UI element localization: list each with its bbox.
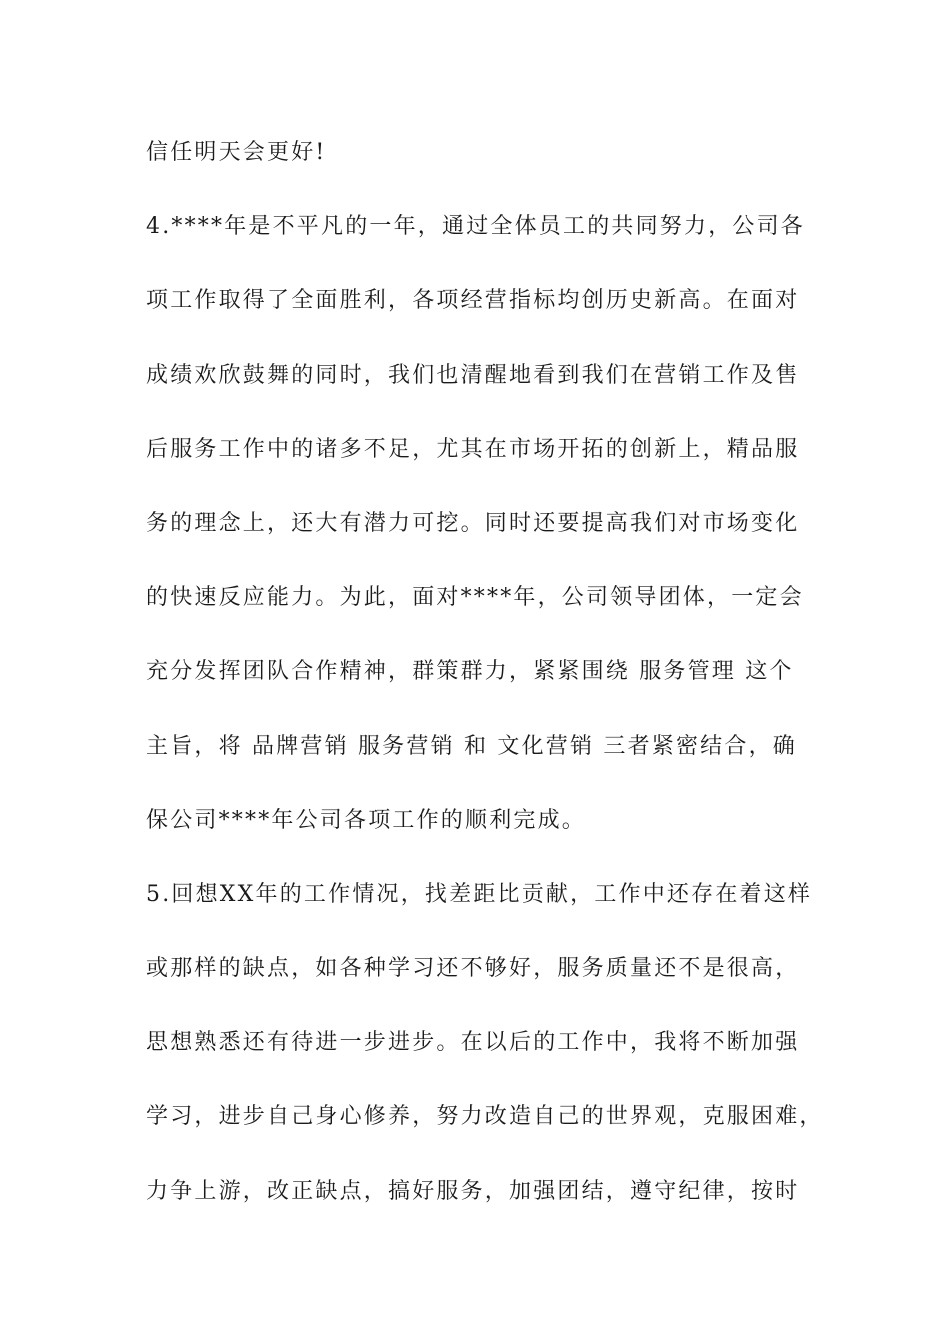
text-line: 或那样的缺点，如各种学习还不够好，服务质量还不是很高， [146, 956, 800, 982]
text-line: 5.回想XX年的工作情况，找差距比贡献，工作中还存在着这样 [146, 881, 813, 907]
text-line: 学习，进步自己身心修养，努力改造自己的世界观，克服困难， [146, 1104, 824, 1130]
text-line: 信任明天会更好! [146, 140, 327, 165]
text-line: 的快速反应能力。为此，面对****年，公司领导团体，一定会 [146, 585, 804, 611]
text-line: 充分发挥团队合作精神，群策群力，紧紧围绕 服务管理 这个 [146, 659, 794, 685]
text-line: 项工作取得了全面胜利，各项经营指标均创历史新高。在面对 [146, 288, 800, 314]
body-text [146, 135, 836, 1248]
text-line: 后服务工作中的诸多不足，尤其在市场开拓的创新上，精品服 [146, 436, 800, 462]
text-line: 务的理念上，还大有潜力可挖。同时还要提高我们对市场变化 [146, 510, 800, 536]
text-line: 成绩欢欣鼓舞的同时，我们也清醒地看到我们在营销工作及售 [146, 362, 800, 388]
text-line: 力争上游，改正缺点，搞好服务，加强团结，遵守纪律，按时 [146, 1178, 800, 1204]
text-line: 思想熟悉还有待进一步进步。在以后的工作中，我将不断加强 [146, 1030, 800, 1056]
text-line: 主旨，将 品牌营销 服务营销 和 文化营销 三者紧密结合，确 [146, 733, 797, 759]
text-line: 保公司****年公司各项工作的顺利完成。 [146, 807, 587, 833]
text-line: 4.****年是不平凡的一年，通过全体员工的共同努力，公司各 [146, 214, 805, 240]
